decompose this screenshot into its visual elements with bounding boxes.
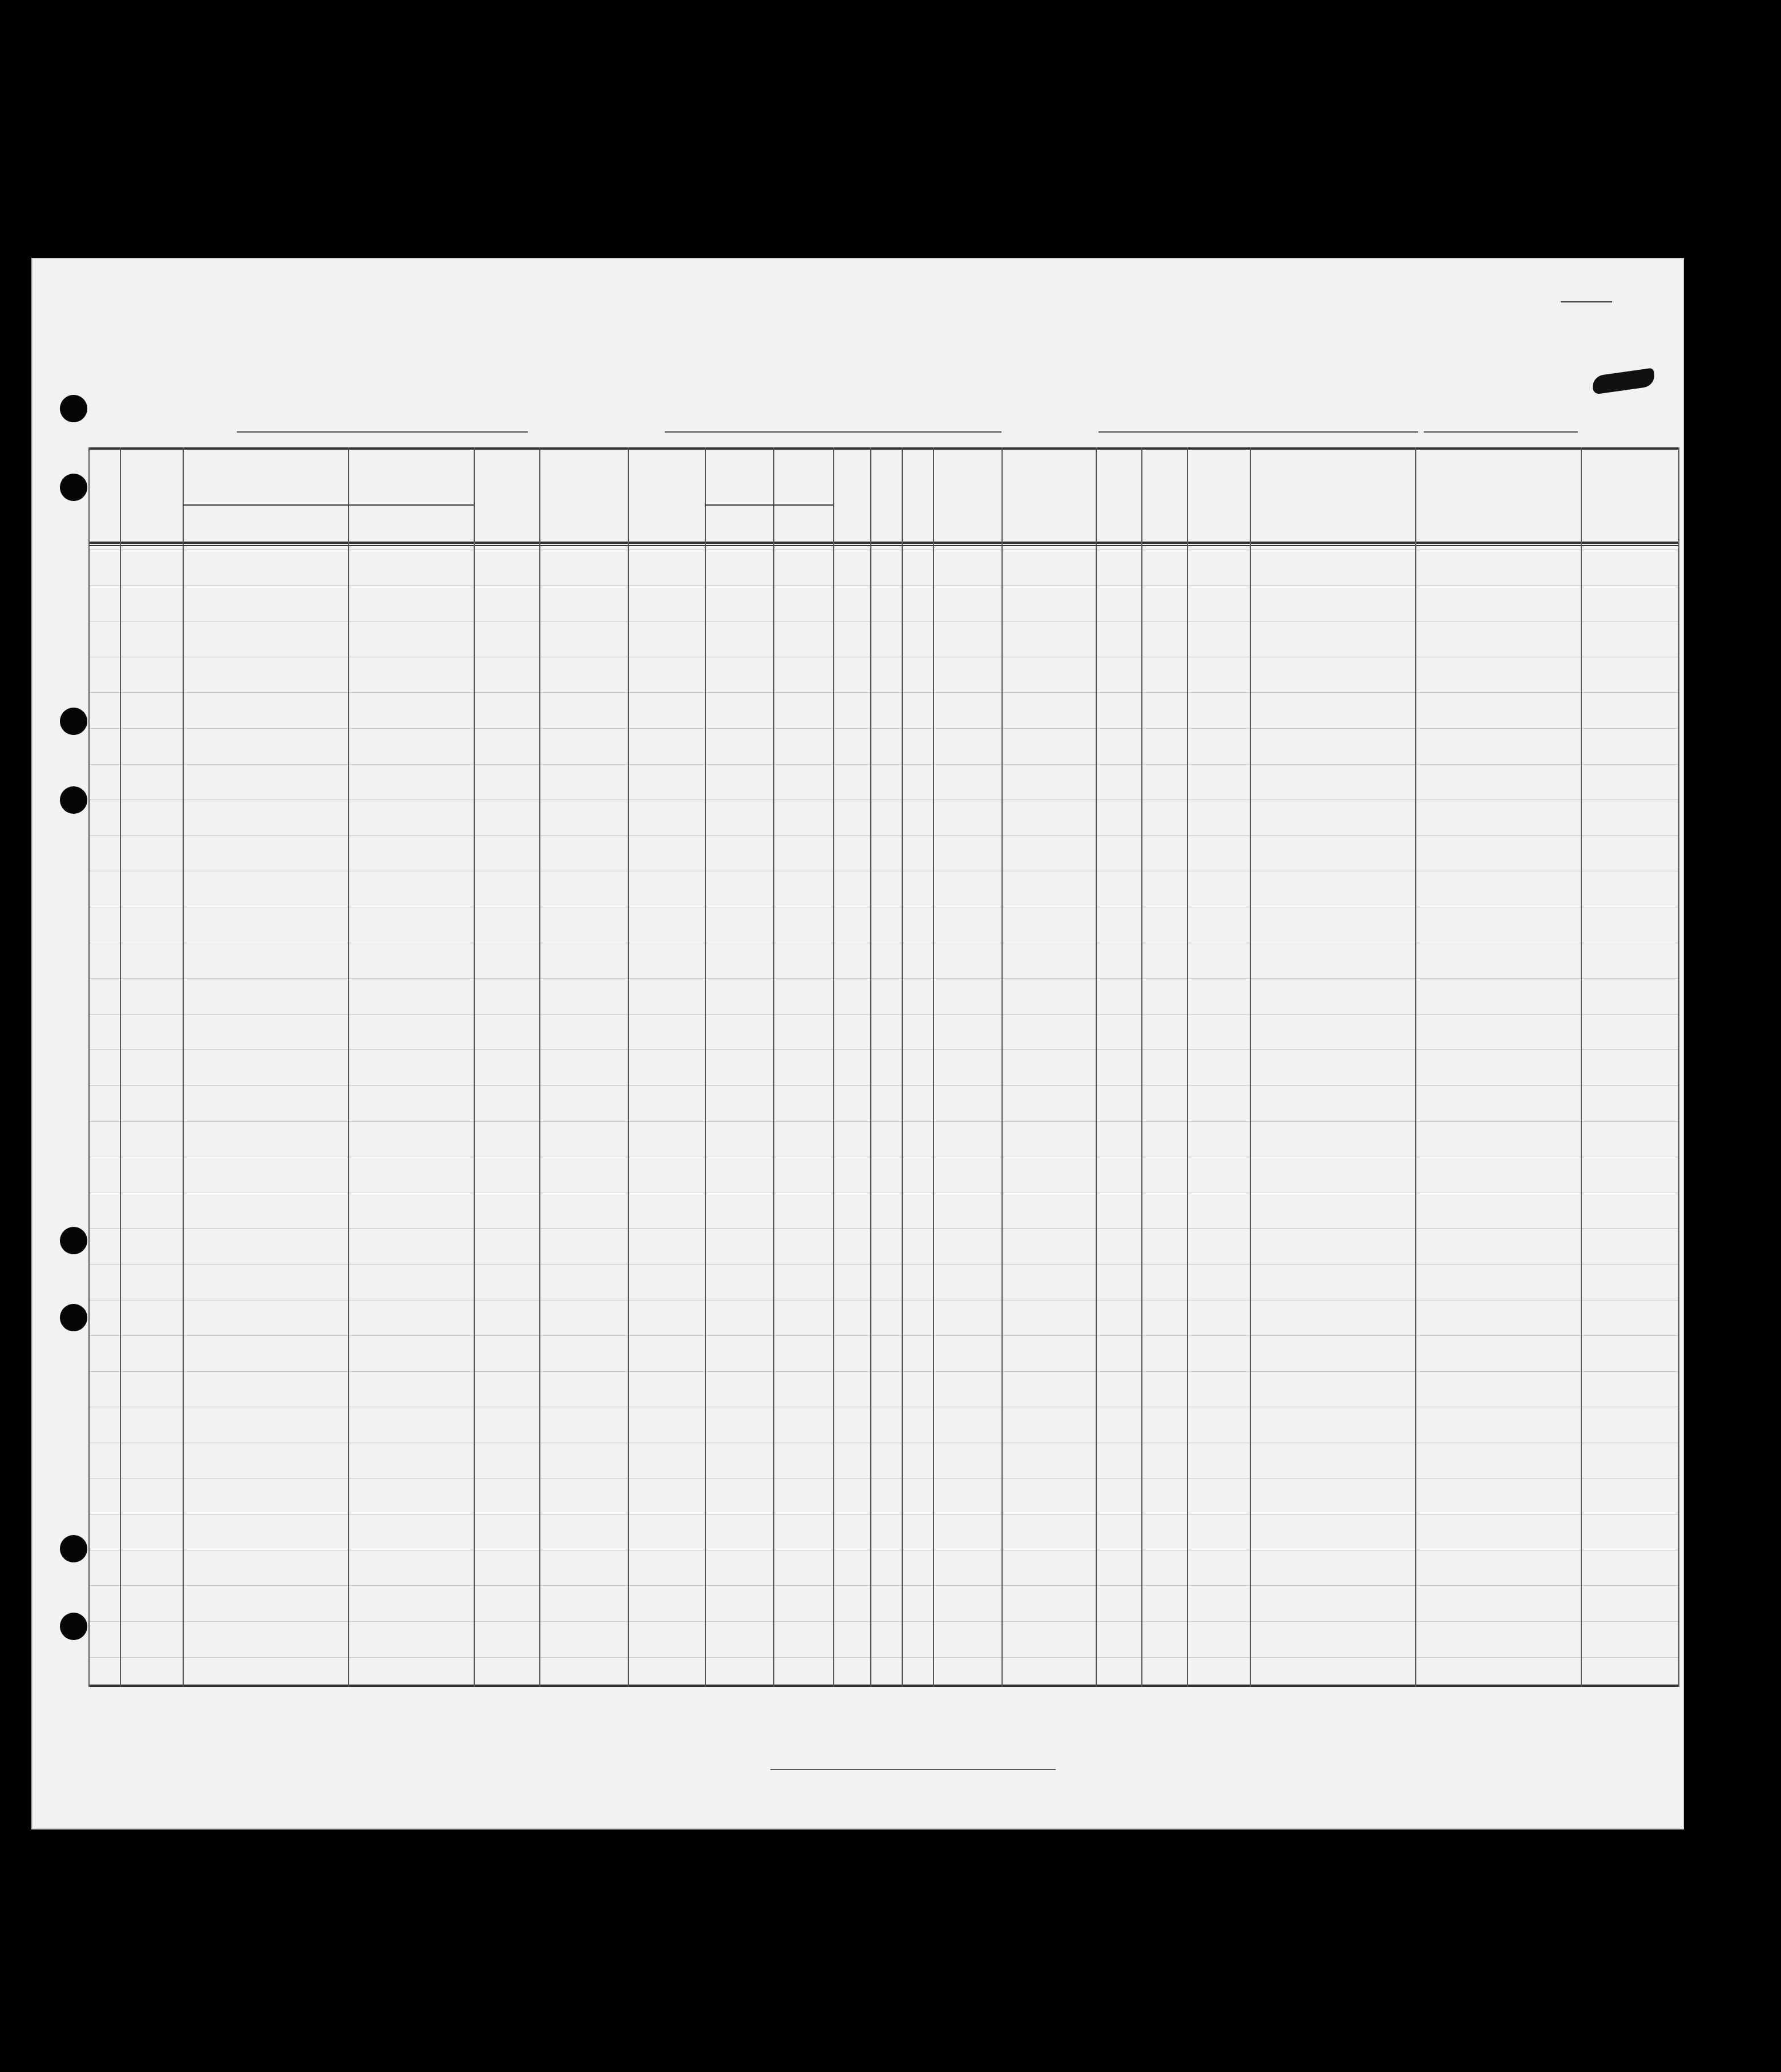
sheet-number xyxy=(1561,291,1612,306)
ink-smudge xyxy=(1591,368,1655,395)
footer-info xyxy=(111,1712,191,1783)
binder-hole xyxy=(60,1613,87,1640)
binder-hole xyxy=(60,1535,87,1562)
binder-hole xyxy=(60,474,87,501)
binder-hole xyxy=(60,395,87,422)
crew-table xyxy=(88,447,1678,1687)
manifest-sheet xyxy=(31,258,1684,1829)
inspector-signature-block xyxy=(770,1735,1056,1772)
binder-hole xyxy=(60,786,87,814)
sheet-number-value xyxy=(1561,301,1612,302)
vessel-line xyxy=(197,412,1606,435)
binder-hole xyxy=(60,708,87,735)
binder-hole xyxy=(60,1227,87,1254)
binder-hole xyxy=(60,1304,87,1331)
